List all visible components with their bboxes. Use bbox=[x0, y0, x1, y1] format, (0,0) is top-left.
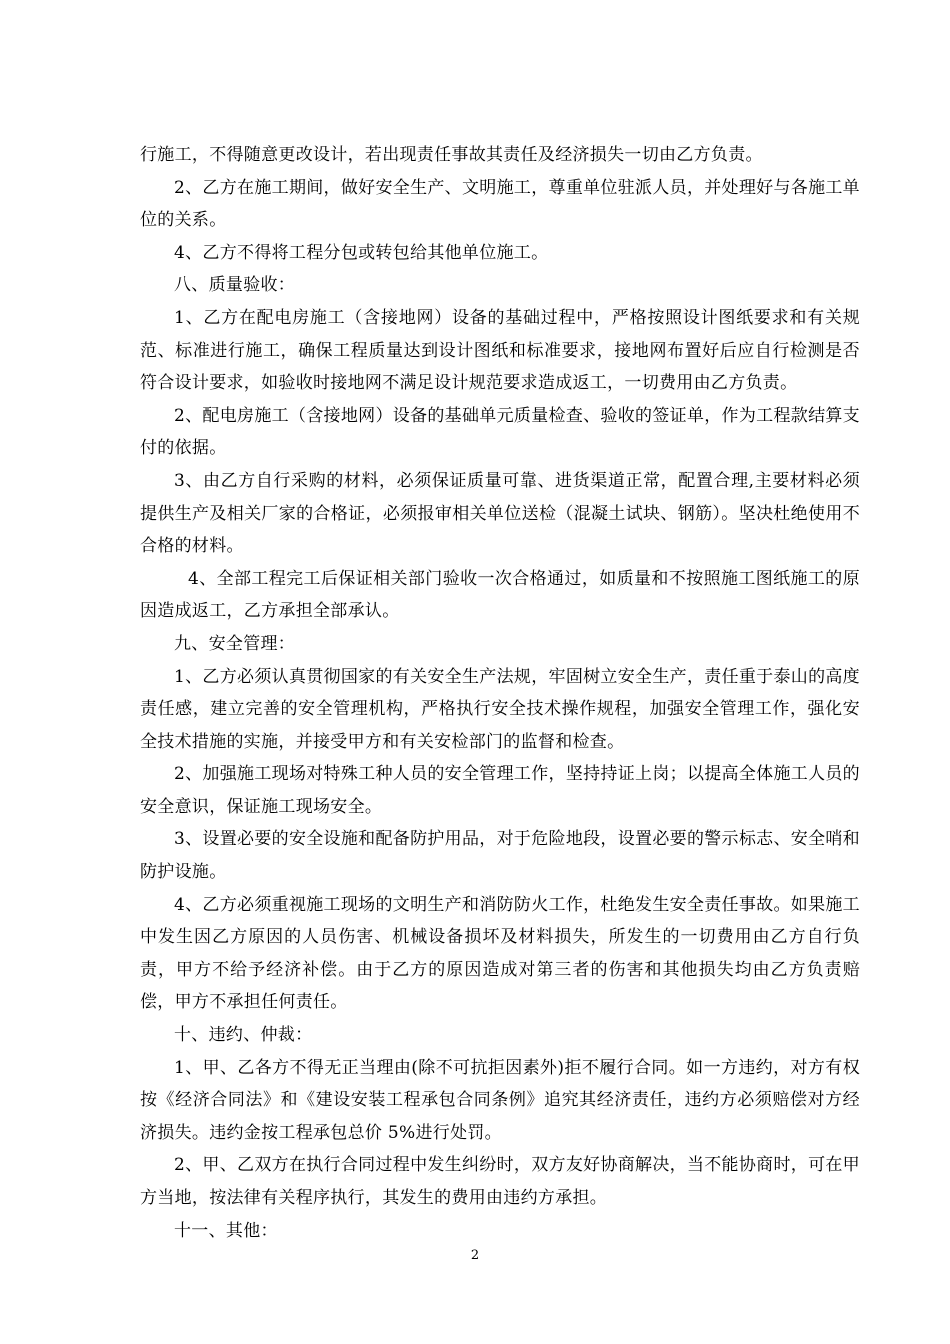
section-heading-quality-acceptance: 八、质量验收： bbox=[174, 275, 296, 296]
paragraph-safety-3: 3、设置必要的安全设施和配备防护用品，对于危险地段，设置必要的警示标志、安全哨和防护设施。 bbox=[140, 829, 860, 883]
paragraph-continuation: 行施工，不得随意更改设计，若出现责任事故其责任及经济损失一切由乙方负责。 bbox=[140, 145, 763, 165]
paragraph-quality-1: 1、乙方在配电房施工（含接地网）设备的基础过程中，严格按照设计图纸要求和有关规范、标准进行施工，确保工程质量达到设计图纸和标准要求，接地网布置好后应自行检测是否符合设计要求，如验收时接地网不满足设计规范要求造成返工，一切费用由乙方负责。 bbox=[140, 307, 860, 394]
section-heading-safety-management: 九、安全管理： bbox=[174, 633, 296, 654]
paragraph-clause-2: 2、乙方在施工期间，做好安全生产、文明施工，尊重单位驻派人员，并处理好与各施工单位的关系。 bbox=[140, 177, 860, 231]
paragraph-quality-2: 2、配电房施工（含接地网）设备的基础单元质量检查、验收的签证单，作为工程款结算支付的依据。 bbox=[140, 405, 860, 459]
paragraph-breach-2: 2、甲、乙双方在执行合同过程中发生纠纷时，双方友好协商解决，当不能协商时，可在甲方当地，按法律有关程序执行，其发生的费用由违约方承担。 bbox=[140, 1155, 860, 1208]
page-number: 2 bbox=[470, 1248, 480, 1263]
paragraph-safety-2: 2、加强施工现场对特殊工种人员的安全管理工作，坚持持证上岗；以提高全体施工人员的安全意识，保证施工现场安全。 bbox=[140, 764, 860, 817]
section-heading-other: 十一、其他： bbox=[174, 1220, 278, 1241]
section-heading-breach-arbitration: 十、违约、仲裁： bbox=[174, 1025, 313, 1046]
paragraph-safety-4: 4、乙方必须重视施工现场的文明生产和消防防火工作，杜绝发生安全责任事故。如果施工中发生因乙方原因的人员伤害、机械设备损坏及材料损失，所发生的一切费用由乙方自行负责，甲方不给予经济补偿。由于乙方的原因造成对第三者的伤害和其他损失均由乙方负责赔偿，甲方不承担任何责任。 bbox=[140, 894, 860, 1013]
paragraph-quality-4: 4、全部工程完工后保证相关部门验收一次合格通过，如质量和不按照施工图纸施工的原因造成返工，乙方承担全部承认。 bbox=[140, 568, 860, 622]
paragraph-safety-1: 1、乙方必须认真贯彻国家的有关安全生产法规，牢固树立安全生产，责任重于泰山的高度责任感，建立完善的安全管理机构，严格执行安全技术操作规程，加强安全管理工作，强化安全技术措施的实施，并接受甲方和有关安检部门的监督和检查。 bbox=[140, 666, 860, 752]
paragraph-clause-4: 4、乙方不得将工程分包或转包给其他单位施工。 bbox=[174, 242, 549, 263]
paragraph-quality-3: 3、由乙方自行采购的材料，必须保证质量可靠、进货渠道正常，配置合理,主要材料必须提供生产及相关厂家的合格证，必须报审相关单位送检（混凝土试块、钢筋）。坚决杜绝使用不合格的材料。 bbox=[140, 470, 860, 557]
document-body bbox=[140, 139, 860, 1247]
paragraph-breach-1: 1、甲、乙各方不得无正当理由(除不可抗拒因素外)拒不履行合同。如一方违约，对方有权按《经济合同法》和《建设安装工程承包合同条例》追究其经济责任，违约方必须赔偿对方经济损失。违约金按工程承包总价 5%进行处罚。 bbox=[140, 1057, 860, 1143]
